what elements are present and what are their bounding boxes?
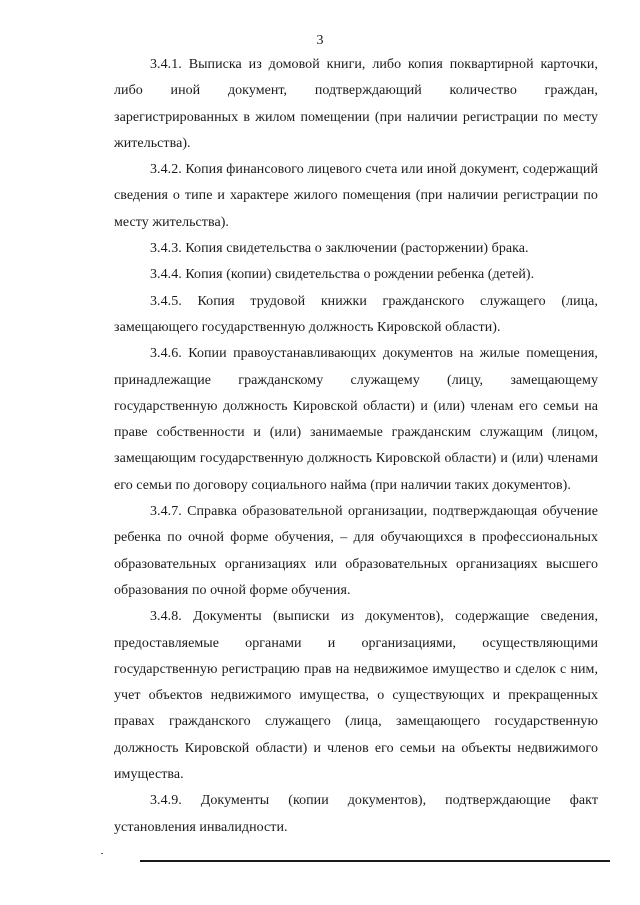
paragraph-3-4-8: 3.4.8. Документы (выписки из документов), содержащие сведения, предоставляемые органами и организациями, осуществляющими государственную регистрацию прав на недвижимое имущество и сделок с ним, учет объектов недвижимого имущества, о существующих и прекращенных правах гражданского служащего (лица, замещающего государственную должность Кировской области) и членов его семьи на объекты недвижимого имущества. [114, 609, 598, 783]
paragraph-3-4-6: 3.4.6. Копии правоустанавливающих документов на жилые помещения, принадлежащие гражданскому служащему (лицу, замещающему государственную должность Кировской области) и (или) членам его семьи на праве собственности и (или) занимаемые гражданским служащим (лицом, замещающим государственную должность Кировской области) и (или) членами его семьи по договору социального найма (при наличии таких документов). [114, 346, 598, 493]
paragraph-3-4-7: 3.4.7. Справка образовательной организации, подтверждающая обучение ребенка по очной форме обучения, – для обучающихся в профессиональных образовательных организациях или образовательных организациях высшего образования по очной форме обучения. [114, 504, 598, 598]
page-number: 3 [316, 33, 324, 48]
paragraph-3-4-1: 3.4.1. Выписка из домовой книги, либо копия поквартирной карточки, либо иной документ, подтверждающий количество граждан, зарегистрированных в жилом помещении (при наличии регистрации по месту жительства). [114, 57, 598, 151]
scan-speck [101, 853, 103, 854]
paragraph-3-4-5: 3.4.5. Копия трудовой книжки гражданского служащего (лица, замещающего государственную должность Кировской области). [114, 293, 598, 335]
paragraph-3-4-9: 3.4.9. Документы (копии документов), подтверждающие факт установления инвалидности. [114, 793, 598, 835]
document-body [114, 52, 598, 841]
paragraph-3-4-4: 3.4.4. Копия (копии) свидетельства о рождении ребенка (детей). [150, 267, 535, 283]
paragraph-3-4-2: 3.4.2. Копия финансового лицевого счета или иной документ, содержащий сведения о типе и характере жилого помещения (при наличии регистрации по месту жительства). [114, 162, 598, 230]
footer-rule [140, 860, 610, 862]
paragraph-3-4-3: 3.4.3. Копия свидетельства о заключении (расторжении) брака. [150, 241, 529, 257]
